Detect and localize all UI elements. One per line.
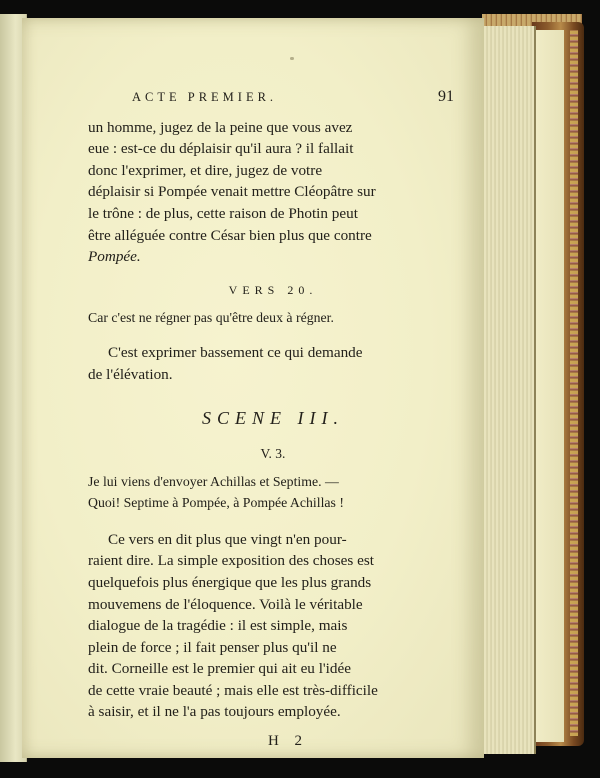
paragraph-line: un homme, jugez de la peine que vous avez — [88, 118, 353, 136]
paragraph-line: raient dire. La simple exposition des choses est — [88, 552, 374, 570]
page-speck — [290, 57, 294, 60]
paragraph-line: eue : est-ce du déplaisir qu'il aura ? il fallait — [88, 140, 354, 158]
scene-title: SCENE III. — [202, 407, 344, 428]
page-stack-edge — [484, 26, 536, 754]
paragraph-line: être alléguée contre César bien plus que contre — [88, 226, 372, 244]
paragraph-line: à saisir, et il ne l'a pas toujours employée. — [88, 703, 341, 721]
paragraph-line: déplaisir si Pompée venait mettre Cléopâtre sur — [88, 183, 376, 201]
verse-quote-line: Quoi! Septime à Pompée, à Pompée Achillas ! — [88, 494, 344, 510]
verse-quote-1: Car c'est ne régner pas qu'être deux à régner. — [88, 310, 334, 326]
paragraph-line: dit. Corneille est le premier qui ait eu l'idée — [88, 660, 351, 678]
paragraph-line: Pompée. — [88, 248, 141, 266]
running-head-title: ACTE PREMIER. — [132, 90, 278, 104]
paragraph-3 — [88, 529, 458, 723]
paragraph-line: Ce vers en dit plus que vingt n'en pour- — [108, 530, 347, 548]
verse-label-2: V. 3. — [260, 446, 286, 462]
paragraph-line: donc l'exprimer, et dire, jugez de votre — [88, 161, 323, 179]
paragraph-line: quelquefois plus énergique que les plus grands — [88, 573, 372, 591]
paragraph-line: de l'élévation. — [88, 365, 173, 383]
paragraph-line: dialogue de la tragédie : il est simple, mais — [88, 617, 348, 635]
paragraph-line: le trône : de plus, cette raison de Photin peut — [88, 204, 358, 222]
running-head — [88, 86, 458, 109]
paragraph-line: plein de force ; il fait penser plus qu'il ne — [88, 638, 337, 656]
page-text — [88, 86, 458, 753]
paragraph-1 — [88, 117, 458, 268]
paragraph-line: mouvemens de l'éloquence. Voilà le véritable — [88, 595, 363, 613]
paragraph-line: de cette vraie beauté ; mais elle est très-difficile — [88, 681, 378, 699]
page-number: 91 — [438, 88, 454, 105]
paragraph-line: C'est exprimer bassement ce qui demande — [108, 344, 363, 362]
signature-mark: H 2 — [267, 733, 309, 750]
verse-label-1: VERS 20. — [228, 282, 318, 297]
paragraph-2 — [88, 342, 458, 385]
inner-page-sliver — [534, 30, 564, 742]
verse-quote-line: Je lui viens d'envoyer Achillas et Septime. — — [88, 473, 339, 489]
